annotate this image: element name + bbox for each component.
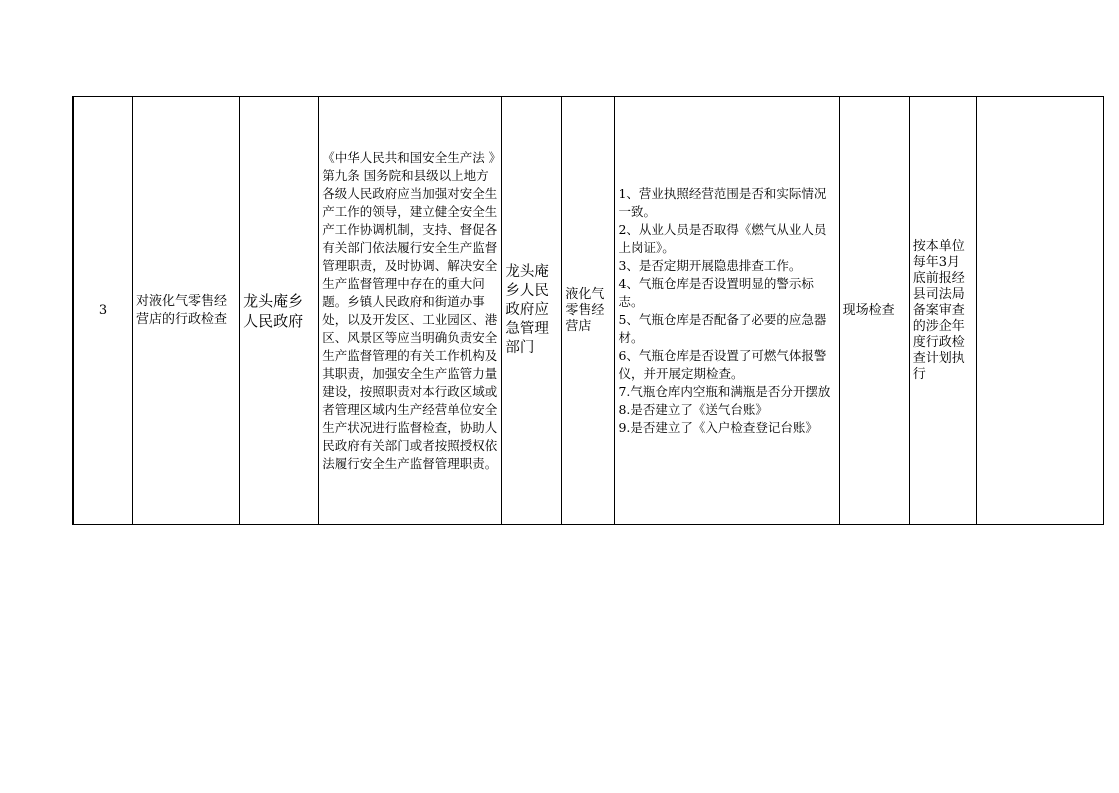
- content-item: 2、从业人员是否取得《燃气从业人员上岗证》。: [618, 221, 827, 255]
- subject-cell: [240, 97, 319, 525]
- content-item: 3、是否定期开展隐患排查工作。: [618, 257, 802, 273]
- row-number-cell: [73, 97, 133, 525]
- legal-basis: 《中华人民共和国安全生产法 》第九条 国务院和县级以上地方各级人民政府应当加强对安全生产工作的领导，建立健全安全生产工作协调机制，支持、督促各有关部门依法履行安全生产监督管理职责，及时协调、解决安全生产监督管理中存在的重大问题。乡镇人民政府和街道办事处，以及开发区、工业园区、港区、风景区等应当明确负责安全生产监督管理的有关工作机构及其职责，加强安全生产监管力量建设，按照职责对本行政区域或者管理区域内生产经营单位安全生产状况进行监督检查，协助人民政府有关部门或者按照授权依法履行安全生产监督管理职责。: [322, 149, 498, 471]
- method: 现场检查: [842, 302, 895, 318]
- frequency: 按本单位每年3月底前报经县司法局备案审查的涉企年度行政检查计划执行: [912, 238, 965, 382]
- row-number: 3: [98, 302, 108, 318]
- department-cell: [502, 97, 562, 525]
- item-name-cell: [133, 97, 240, 525]
- item-name: 对液化气零售经营店的行政检查: [136, 293, 228, 327]
- content-item: 7.气瓶仓库内空瓶和满瓶是否分开摆放: [618, 383, 831, 399]
- remarks-cell: [976, 97, 1103, 525]
- content-item: 9.是否建立了《入户检查登记台账》: [618, 419, 818, 435]
- content-item: 6、气瓶仓库是否设置了可燃气体报警仪，并开展定期检查。: [618, 347, 827, 381]
- contents-cell: [615, 97, 839, 525]
- content-item: 1、营业执照经营范围是否和实际情况一致。: [618, 185, 827, 219]
- content-item: 5、气瓶仓库是否配备了必要的应急器材。: [618, 311, 827, 345]
- inspection-table: [72, 96, 1104, 525]
- table-row: [73, 97, 1104, 525]
- content-item: 4、气瓶仓库是否设置明显的警示标志。: [618, 275, 814, 309]
- target: 液化气零售经营店: [565, 286, 605, 334]
- method-cell: [839, 97, 909, 525]
- basis-cell: [319, 97, 502, 525]
- department: 龙头庵乡人民政府应急管理部门: [505, 264, 549, 356]
- content-item: 8.是否建立了《送气台账》: [618, 401, 768, 417]
- target-cell: [562, 97, 615, 525]
- frequency-cell: [909, 97, 976, 525]
- subject: 龙头庵乡人民政府: [243, 291, 304, 330]
